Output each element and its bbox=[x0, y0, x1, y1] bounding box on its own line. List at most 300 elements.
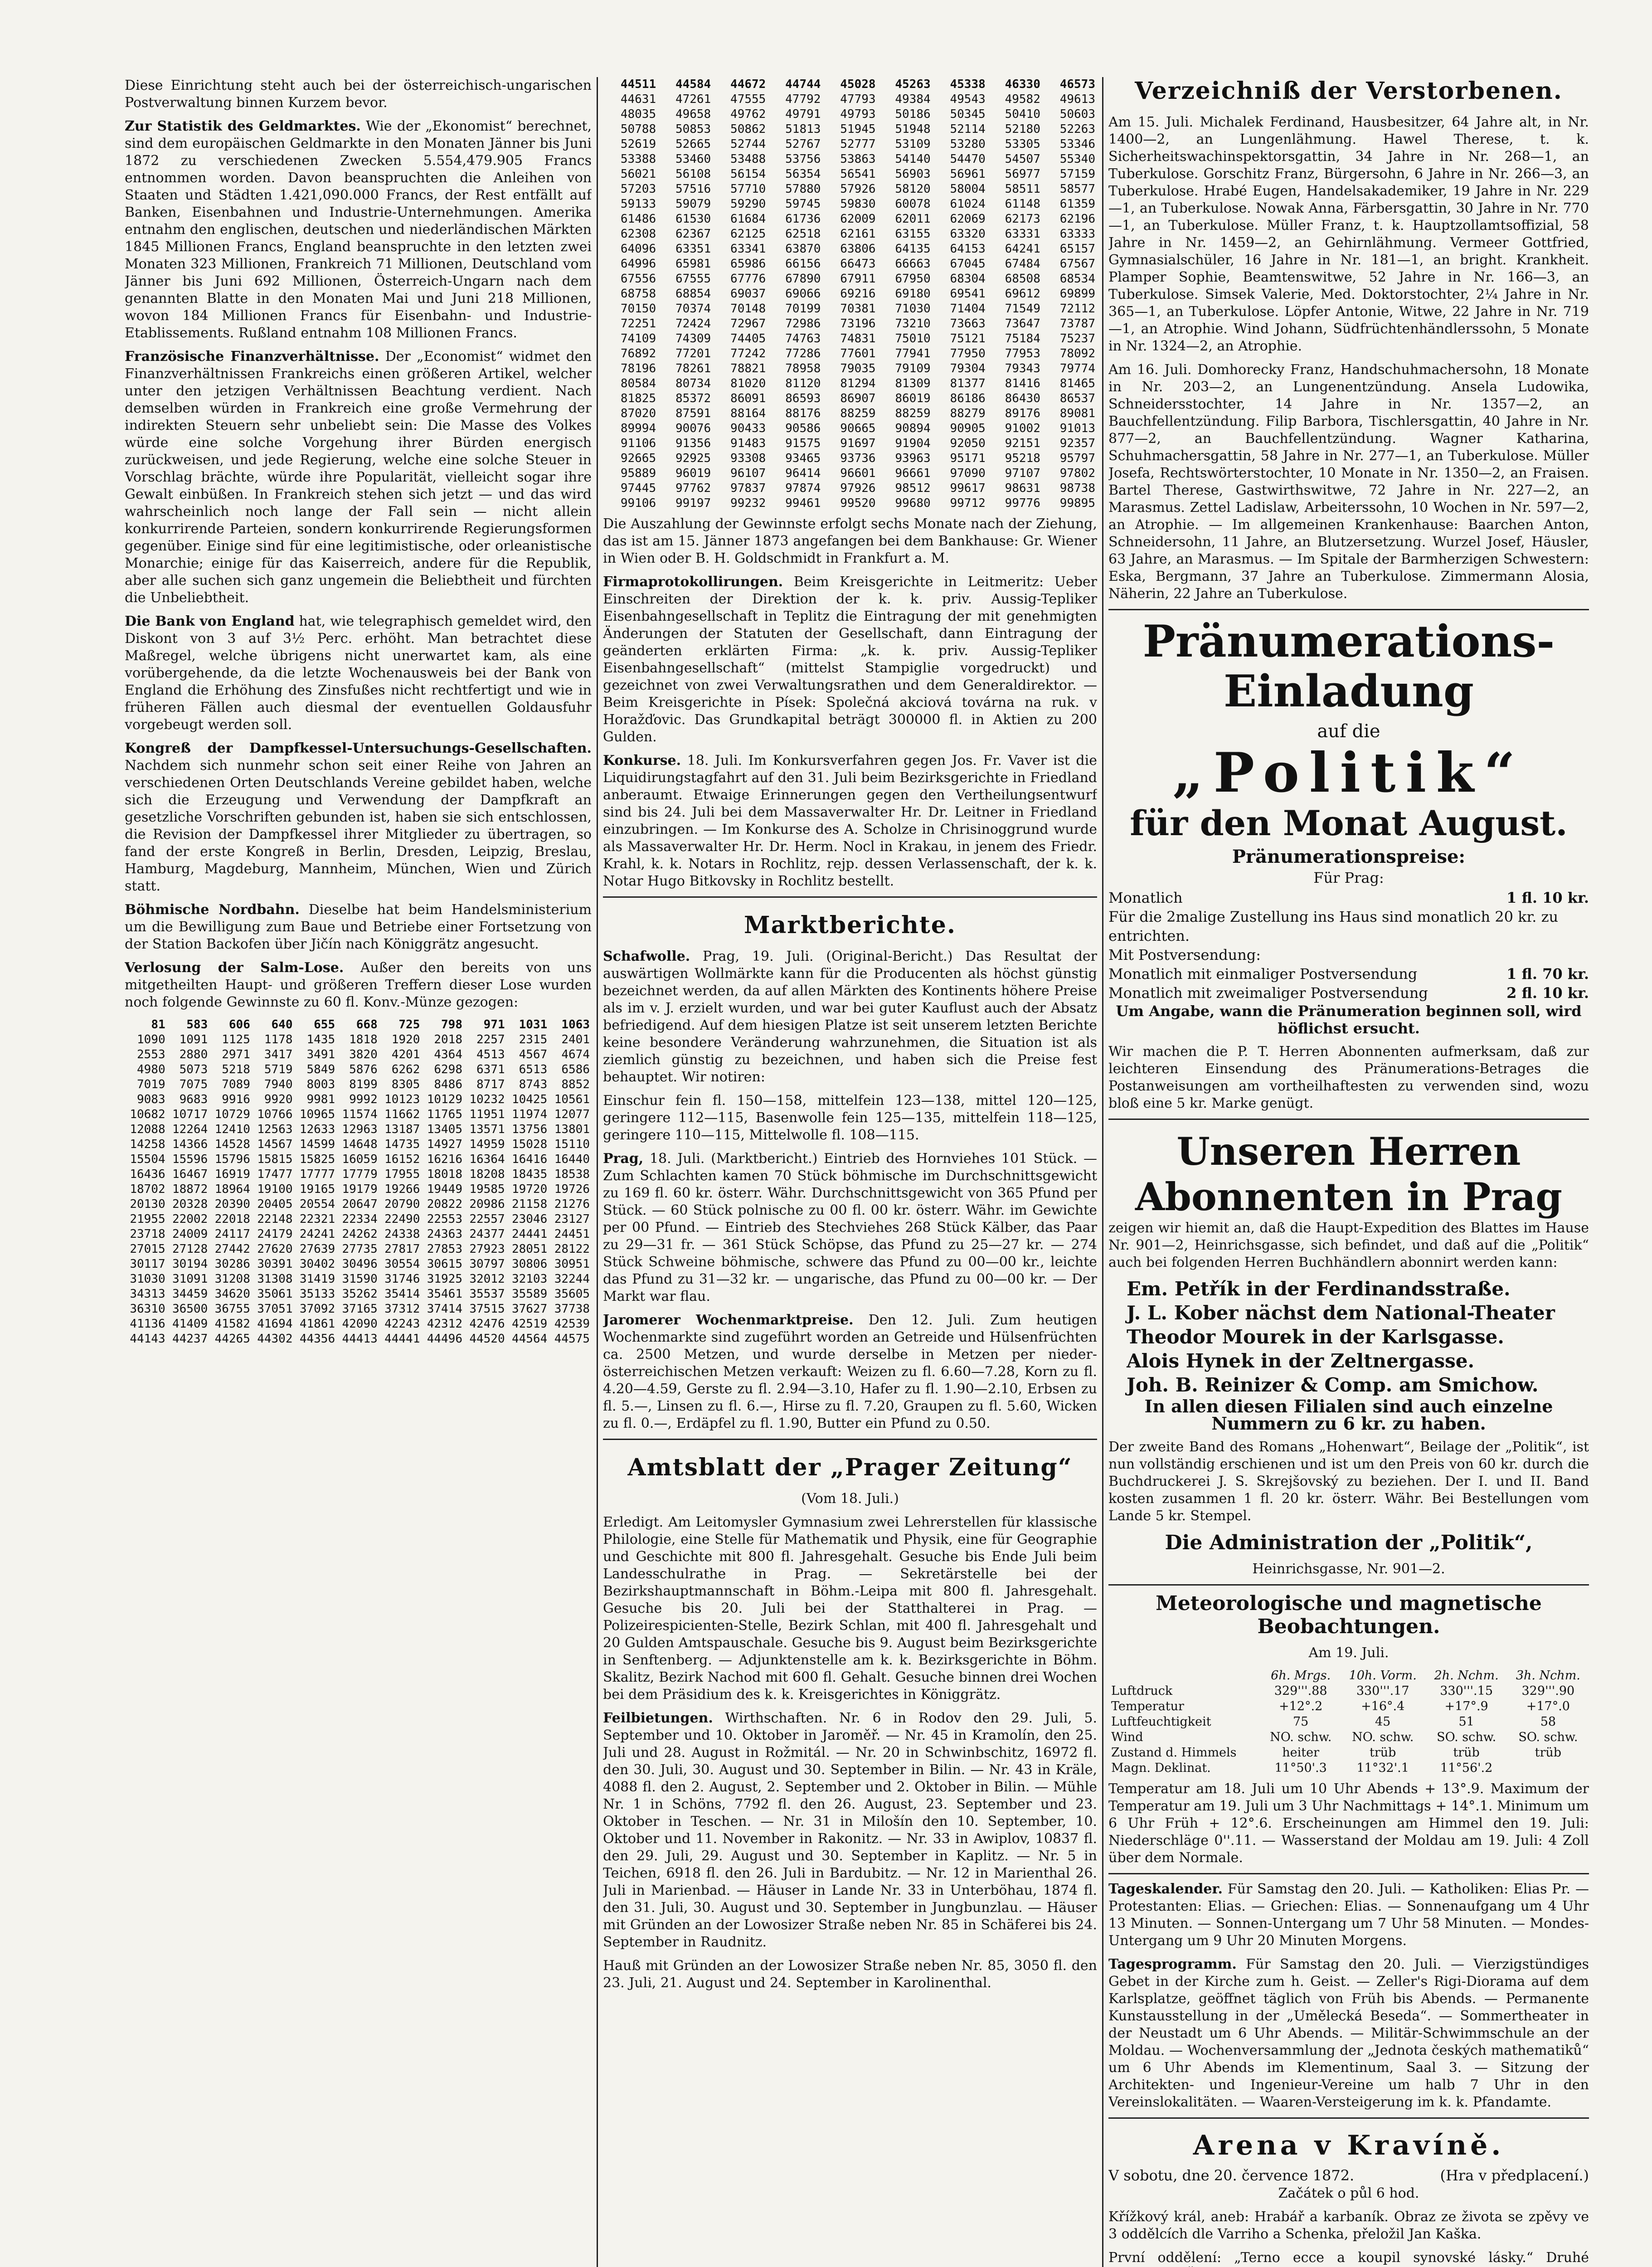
lottery-number: 20405 bbox=[257, 1197, 293, 1211]
lottery-number: 91002 bbox=[1005, 422, 1040, 435]
lottery-number: 50788 bbox=[620, 122, 656, 136]
meteo-cell: Magn. Deklinat. bbox=[1111, 1761, 1211, 1775]
lottery-number: 44143 bbox=[130, 1332, 165, 1346]
lottery-number: 96661 bbox=[895, 467, 931, 480]
lottery-number: 67890 bbox=[785, 272, 821, 286]
article-heading: Die Bank von England bbox=[125, 613, 295, 629]
lottery-number: 42090 bbox=[342, 1317, 378, 1331]
number-row bbox=[603, 466, 1097, 481]
lottery-number: 20647 bbox=[342, 1197, 378, 1211]
lottery-number: 22002 bbox=[172, 1212, 208, 1226]
meteo-cell: trüb bbox=[1369, 1746, 1396, 1760]
death-list: Am 15. Juli. Michalek Ferdinand, Hausbesitzer, 64 Jahre alt, in Nr. 1400—2, an Lungenlähmung. Hawel Therese, t. k. Sicherheitswachinspektorsgattin, 34 Jahre in Nr. 268—1, an Tuberkulose. Gorschitz Franz, Bürgersohn, 6 Jahre in Nr. 266—3, an Tuberkulose. Hrabé Eugen, Handelsakademiker, 19 Jahre in Nr. 229—1, an Tuberkulose. Nowak Anna, Färbersgattin, 30 Jahre in Nr. 770—1, an Tuberkulose. Müller Franz, t. k. Hauptzollamtsoffizial, 58 Jahre in Nr. 1459—2, an Gehirnlähmung. Vermeer Gottfried, Gymnasialschüler, 16 Jahre in Nr. 181—1, an bright. Krankheit. Plamper Sophie, Beamtenswitwe, 52 Jahre in Nr. 166—3, an Tuberkulose. Simsek Valerie, Med. Doktorstochter, 2¼ Jahre in Nr. 365—1, an Tuberkulose. Löpfer Antonie, Witwe, 22 Jahre in Nr. 719—1, an Atrophie. Wind Johann, Südfrüchtenhändlerssohn, 5 Monate in Nr. 1324—2, an Atrophie. bbox=[1108, 114, 1589, 354]
lottery-number: 53109 bbox=[895, 137, 931, 151]
lottery-number: 63341 bbox=[730, 242, 766, 256]
article-heading: Kongreß der Dampfkessel-Untersuchungs-Gesellschaften. bbox=[125, 740, 592, 756]
lottery-number: 50186 bbox=[895, 107, 931, 121]
lottery-number: 7089 bbox=[222, 1078, 250, 1091]
subscription-auf: auf die bbox=[1317, 721, 1380, 742]
lottery-number: 86593 bbox=[785, 392, 821, 405]
lottery-number: 64096 bbox=[620, 242, 656, 256]
lottery-number: 53460 bbox=[675, 152, 711, 166]
lottery-number: 96414 bbox=[785, 467, 821, 480]
lottery-number: 41694 bbox=[257, 1317, 293, 1331]
lottery-number: 77201 bbox=[675, 347, 711, 360]
outlet-item: Joh. B. Reinizer & Comp. am Smichow. bbox=[1127, 1374, 1539, 1396]
subscription-note-2: Wir machen die P. T. Herren Abonnenten aufmerksam, daß zur leichteren Einsendung des Pränumerations-Betrages die Postanweisungen am vortheilhaftesten zu verwenden sind, wozu bloß eine 5 kr. Marke genügt. bbox=[1108, 1044, 1589, 1111]
lottery-number: 52180 bbox=[1005, 122, 1040, 136]
lottery-number: 61530 bbox=[675, 212, 711, 226]
lottery-number: 73787 bbox=[1059, 317, 1095, 331]
meteo-cell bbox=[1507, 1761, 1589, 1776]
lottery-number: 49384 bbox=[895, 92, 931, 106]
article-body: Dieselbe hat beim Handelsministerium um die Bewilligung zum Baue und Betriebe einer Fortsetzung von der Station Backofen über Jičín nach Königgrätz angesucht. bbox=[125, 902, 592, 952]
lottery-number: 62011 bbox=[895, 212, 931, 226]
lottery-number: 11974 bbox=[511, 1108, 548, 1121]
lottery-number: 16059 bbox=[342, 1153, 378, 1166]
lottery-number: 14959 bbox=[469, 1138, 505, 1151]
lottery-number: 63320 bbox=[950, 227, 986, 241]
lottery-number: 64241 bbox=[1005, 242, 1040, 256]
article-feilbietungen bbox=[603, 1710, 1097, 1951]
lottery-number: 88259 bbox=[840, 407, 876, 420]
article-firma bbox=[603, 574, 1097, 746]
lottery-number: 63870 bbox=[785, 242, 821, 256]
lottery-number: 73196 bbox=[840, 317, 876, 331]
lottery-number: 27128 bbox=[172, 1242, 208, 1256]
meteo-row bbox=[1108, 1730, 1589, 1745]
lottery-number: 98738 bbox=[1059, 482, 1095, 495]
lottery-number: 28051 bbox=[511, 1242, 548, 1256]
lottery-number: 53305 bbox=[1005, 137, 1040, 151]
lottery-number: 1090 bbox=[137, 1033, 165, 1046]
lottery-number: 35414 bbox=[384, 1287, 420, 1301]
article-heading: Konkurse. bbox=[603, 753, 681, 769]
price-label: Monatlich mit zweimaliger Postversendung bbox=[1108, 984, 1428, 1002]
lottery-number: 68508 bbox=[1005, 272, 1040, 286]
lottery-number: 971 bbox=[483, 1018, 505, 1031]
number-row bbox=[603, 391, 1097, 406]
article-heading: Tagesprogramm. bbox=[1108, 1956, 1237, 1972]
lottery-number: 72986 bbox=[785, 317, 821, 331]
lottery-number: 89176 bbox=[1005, 407, 1040, 420]
lottery-number: 9683 bbox=[179, 1093, 208, 1106]
filialen-note: In allen diesen Filialen sind auch einzelne Nummern zu 6 kr. zu haben. bbox=[1144, 1396, 1553, 1434]
price-row bbox=[1108, 964, 1589, 983]
meteo-header-cell: 6h. Mrgs. bbox=[1271, 1669, 1331, 1683]
lottery-number: 53388 bbox=[620, 152, 656, 166]
lottery-number: 59133 bbox=[620, 197, 656, 211]
number-row bbox=[603, 481, 1097, 496]
lottery-number: 4567 bbox=[519, 1048, 548, 1061]
lottery-number: 97090 bbox=[950, 467, 986, 480]
lottery-number: 52767 bbox=[785, 137, 821, 151]
lottery-number: 44744 bbox=[785, 78, 821, 91]
lottery-number: 44356 bbox=[299, 1332, 335, 1346]
lottery-number: 46330 bbox=[1005, 78, 1040, 91]
lottery-number: 91697 bbox=[840, 437, 876, 450]
lottery-number: 90433 bbox=[730, 422, 766, 435]
lottery-number: 2018 bbox=[434, 1033, 462, 1046]
number-row bbox=[125, 1197, 592, 1212]
meteo-cell: 45 bbox=[1375, 1715, 1391, 1729]
lottery-number: 70148 bbox=[730, 302, 766, 316]
lottery-number: 66473 bbox=[840, 257, 876, 271]
article-heading: Schafwolle. bbox=[603, 949, 690, 964]
lottery-number: 86537 bbox=[1059, 392, 1095, 405]
lottery-number: 24377 bbox=[469, 1227, 505, 1241]
lottery-number: 19266 bbox=[384, 1182, 420, 1196]
lottery-number: 79343 bbox=[1005, 362, 1040, 375]
lottery-number: 36500 bbox=[172, 1302, 208, 1316]
lottery-number: 78821 bbox=[730, 362, 766, 375]
column-divider bbox=[1102, 77, 1103, 2267]
meteo-cell: +17°.0 bbox=[1526, 1699, 1570, 1713]
lottery-number: 73210 bbox=[895, 317, 931, 331]
article-body: Nachdem sich nunmehr schon seit einer Reihe von Jahren an verschiedenen Orten Deutschlands Vereine gebildet haben, welche sich die Erzeugung und Verwendung der Dampfkraft an gesetzliche Vorschriften gebunden ist, haben sie sich entschlossen, die Revision der Dampfkessel ihrer Mitglieder zu übertragen, so fand der erste Kongreß in Berlin, Dresden, Leipzig, Breslau, Hamburg, Magdeburg, Mannheim, München, Wien und Zürich statt. bbox=[125, 758, 592, 894]
number-row bbox=[125, 1302, 592, 1317]
lottery-number: 22321 bbox=[299, 1212, 335, 1226]
lottery-number: 65986 bbox=[730, 257, 766, 271]
meteo-row bbox=[1108, 1745, 1589, 1761]
price-list: Einschur fein fl. 150—158, mittelfein 123—138, mittel 120—125, geringere 112—115, Basenwolle fein 125—135, mittelfein 118—125, geringere 110—115, Mittelwolle fl. 108—115. bbox=[603, 1093, 1097, 1143]
article-footer: Hauß mit Gründen an der Lowosizer Straße neben Nr. 85, 3050 fl. den 23. Juli, 21. August und 24. September in Karolinenthal. bbox=[603, 1958, 1097, 1991]
lottery-number: 4513 bbox=[476, 1048, 505, 1061]
lottery-number: 10425 bbox=[511, 1093, 548, 1106]
lottery-number: 74405 bbox=[730, 332, 766, 345]
lottery-number: 89994 bbox=[620, 422, 656, 435]
lottery-number: 63333 bbox=[1059, 227, 1095, 241]
lottery-number: 3820 bbox=[349, 1048, 378, 1061]
lottery-number: 88164 bbox=[730, 407, 766, 420]
column-middle bbox=[603, 77, 1097, 2267]
number-row bbox=[125, 1257, 592, 1272]
meteo-row bbox=[1108, 1699, 1589, 1714]
lottery-number: 50853 bbox=[675, 122, 711, 136]
lottery-number: 27853 bbox=[427, 1242, 462, 1256]
lottery-number: 18872 bbox=[172, 1182, 208, 1196]
meteo-cell: Zustand d. Himmels bbox=[1111, 1746, 1237, 1760]
article-tagesprogramm bbox=[1108, 1956, 1589, 2111]
article-heading: Verlosung der Salm-Lose. bbox=[125, 960, 344, 976]
lottery-number: 52777 bbox=[840, 137, 876, 151]
number-row bbox=[603, 376, 1097, 391]
lottery-number: 75010 bbox=[895, 332, 931, 345]
meteo-cell: 329'''.88 bbox=[1274, 1684, 1327, 1698]
number-row bbox=[603, 346, 1097, 361]
lottery-number: 57880 bbox=[785, 182, 821, 196]
meteo-header-cell: 2h. Nchm. bbox=[1434, 1669, 1499, 1683]
section-title: Amtsblatt der „Prager Zeitung“ bbox=[627, 1454, 1073, 1481]
article-schafwolle bbox=[603, 948, 1097, 1086]
lottery-number: 16216 bbox=[427, 1153, 462, 1166]
lottery-number: 67911 bbox=[840, 272, 876, 286]
section-rule bbox=[603, 896, 1097, 898]
article-body: Prag, 19. Juli. (Original-Bericht.) Das Resultat der auswärtigen Wollmärkte kann für die Producenten als höchst günstig bezeichnet werden, da auf allen Märkten des Kontinents höhere Preise als im v. J. erzielt wurden, und war bei guter Kauflust auch der Absatz befriedigend. Auf dem hiesigen Platze ist seit unserem letzten Berichte keine besondere Veränderung wahrzunehmen, die Situation ist als ziemlich günstig zu bezeichnen, und haben sich die Preise fest behauptet. Wir notiren: bbox=[603, 949, 1097, 1085]
lottery-number: 54470 bbox=[950, 152, 986, 166]
number-row bbox=[125, 1047, 592, 1062]
lottery-number: 9083 bbox=[137, 1093, 165, 1106]
number-row bbox=[603, 406, 1097, 421]
outlet-item: J. L. Kober nächst dem National-Theater bbox=[1127, 1302, 1555, 1324]
lottery-number: 19585 bbox=[469, 1182, 505, 1196]
lottery-number: 61024 bbox=[950, 197, 986, 211]
lottery-number: 30194 bbox=[172, 1257, 208, 1271]
lottery-number: 91013 bbox=[1059, 422, 1095, 435]
meteo-cell: 51 bbox=[1458, 1715, 1474, 1729]
lottery-number: 14258 bbox=[130, 1138, 165, 1151]
lottery-number: 32012 bbox=[469, 1272, 505, 1286]
lottery-number: 13405 bbox=[427, 1123, 462, 1136]
price-label: Monatlich mit einmaliger Postversendung bbox=[1108, 965, 1418, 983]
lottery-number: 50410 bbox=[1005, 107, 1040, 121]
lottery-number: 14927 bbox=[427, 1138, 462, 1151]
lottery-number: 69899 bbox=[1059, 287, 1095, 301]
lottery-number: 97445 bbox=[620, 482, 656, 495]
lottery-number: 22553 bbox=[427, 1212, 462, 1226]
lottery-number: 10129 bbox=[427, 1093, 462, 1106]
lottery-number: 24009 bbox=[172, 1227, 208, 1241]
lottery-number: 74831 bbox=[840, 332, 876, 345]
number-row bbox=[125, 1227, 592, 1242]
lottery-number: 20790 bbox=[384, 1197, 420, 1211]
lottery-number: 81294 bbox=[840, 377, 876, 390]
lottery-number: 63806 bbox=[840, 242, 876, 256]
section-title: Marktberichte. bbox=[744, 911, 956, 939]
number-row bbox=[603, 92, 1097, 107]
lottery-number: 68534 bbox=[1059, 272, 1095, 286]
number-row bbox=[603, 122, 1097, 137]
lottery-number: 99461 bbox=[785, 496, 821, 510]
lottery-number: 61148 bbox=[1005, 197, 1040, 211]
lottery-number: 77601 bbox=[840, 347, 876, 360]
lottery-number: 79304 bbox=[950, 362, 986, 375]
lottery-number: 81020 bbox=[730, 377, 766, 390]
lottery-number: 5719 bbox=[264, 1063, 293, 1076]
meteo-cell: 329'''.90 bbox=[1521, 1684, 1575, 1698]
lottery-number: 13187 bbox=[384, 1123, 420, 1136]
lottery-number: 35537 bbox=[469, 1287, 505, 1301]
subscribers-body: zeigen wir hiemit an, daß die Haupt-Expedition des Blattes im Hause Nr. 901—2, Heinrichsgasse, sich befindet, und daß auf die „Politik“ auch bei folgenden Herren Buchhändlern abonnirt werden kann: bbox=[1108, 1220, 1589, 1270]
lottery-number: 24179 bbox=[257, 1227, 293, 1241]
lottery-number: 65157 bbox=[1059, 242, 1095, 256]
meteo-cell: 58 bbox=[1540, 1715, 1556, 1729]
lottery-number: 12410 bbox=[214, 1123, 250, 1136]
lottery-number: 31208 bbox=[214, 1272, 250, 1286]
lottery-number: 72424 bbox=[675, 317, 711, 331]
number-row bbox=[125, 1182, 592, 1197]
lottery-number: 44265 bbox=[214, 1332, 250, 1346]
lottery-number: 99895 bbox=[1059, 496, 1095, 510]
lottery-number: 51945 bbox=[840, 122, 876, 136]
lottery-number: 30806 bbox=[511, 1257, 548, 1271]
outlet-item: Em. Petřík in der Ferdinandsstraße. bbox=[1127, 1278, 1511, 1300]
price-label: Monatlich bbox=[1108, 889, 1183, 906]
number-row bbox=[603, 302, 1097, 316]
number-row bbox=[603, 197, 1097, 212]
lottery-number: 37312 bbox=[384, 1302, 420, 1316]
lottery-number: 96601 bbox=[840, 467, 876, 480]
lottery-number: 67567 bbox=[1059, 257, 1095, 271]
lottery-number: 70199 bbox=[785, 302, 821, 316]
lottery-number: 74309 bbox=[675, 332, 711, 345]
lottery-number: 44413 bbox=[342, 1332, 378, 1346]
lottery-number: 24338 bbox=[384, 1227, 420, 1241]
lottery-number: 34620 bbox=[214, 1287, 250, 1301]
lottery-number: 59745 bbox=[785, 197, 821, 211]
lottery-number: 606 bbox=[228, 1018, 250, 1031]
lottery-number: 81825 bbox=[620, 392, 656, 405]
lottery-number: 18435 bbox=[511, 1168, 548, 1181]
lottery-number: 75184 bbox=[1005, 332, 1040, 345]
lottery-number: 72112 bbox=[1059, 302, 1095, 316]
lottery-number: 19720 bbox=[511, 1182, 548, 1196]
number-row bbox=[603, 227, 1097, 242]
lottery-number: 24363 bbox=[427, 1227, 462, 1241]
lottery-number: 52665 bbox=[675, 137, 711, 151]
meteo-row bbox=[1108, 1714, 1589, 1730]
lottery-number: 19179 bbox=[342, 1182, 378, 1196]
lottery-number: 18018 bbox=[427, 1168, 462, 1181]
lottery-number: 23046 bbox=[511, 1212, 548, 1226]
number-row bbox=[603, 361, 1097, 376]
lottery-number: 9992 bbox=[349, 1093, 378, 1106]
lottery-number: 72967 bbox=[730, 317, 766, 331]
lottery-number: 91356 bbox=[675, 437, 711, 450]
lottery-number: 65981 bbox=[675, 257, 711, 271]
meteo-cell: Luftfeuchtigkeit bbox=[1111, 1715, 1211, 1729]
lottery-number: 1818 bbox=[349, 1033, 378, 1046]
lottery-number: 42539 bbox=[554, 1317, 590, 1331]
lottery-number: 35461 bbox=[427, 1287, 462, 1301]
lottery-number: 57203 bbox=[620, 182, 656, 196]
lottery-number-table bbox=[125, 1017, 592, 1347]
lottery-number: 27639 bbox=[299, 1242, 335, 1256]
lottery-number: 4201 bbox=[391, 1048, 420, 1061]
article-heading: Tageskalender. bbox=[1108, 1881, 1223, 1897]
lottery-number: 6371 bbox=[476, 1063, 505, 1076]
lottery-number: 2971 bbox=[222, 1048, 250, 1061]
lottery-number: 64996 bbox=[620, 257, 656, 271]
lottery-number: 2553 bbox=[137, 1048, 165, 1061]
roman-note: Der zweite Band des Romans „Hohenwart“, Beilage der „Politik“, ist nun vollständig erschienen und ist um den Preis von 60 kr. durch die Buchdruckerei J. S. Skrejšovský zu beziehen. Der I. und II. Band kosten zusammen 1 fl. 20 kr. österr. Währ. Bei Bestellungen vom Lande 5 kr. Stempel. bbox=[1108, 1439, 1589, 1524]
lottery-number: 79109 bbox=[895, 362, 931, 375]
lottery-number: 98631 bbox=[1005, 482, 1040, 495]
lottery-number: 81 bbox=[151, 1018, 165, 1031]
lottery-number: 27817 bbox=[384, 1242, 420, 1256]
lottery-number: 1091 bbox=[179, 1033, 208, 1046]
lottery-number: 21276 bbox=[554, 1197, 590, 1211]
lottery-number: 5849 bbox=[306, 1063, 335, 1076]
lottery-number-table bbox=[603, 77, 1097, 511]
arena-parts: První oddělení: „Terno ecce a koupil synovské lásky.“ Druhé bbox=[1108, 2250, 1589, 2266]
death-list: Am 16. Juli. Domhorecky Franz, Handschuhmachersohn, 18 Monate in Nr. 203—2, an Lungenentzündung. Ansela Ludowika, Schneidersstochter, 14 Jahre in Nr. 1357—2, an Bauchfellentzündung. Filip Barbora, Tischlersgattin, 40 Jahre in Nr. 877—2, an Bauchfellentzündung. Wagner Katharina, Schuhmachersgattin, 58 Jahre in Nr. 277—1, an Tuberkulose. Müller Josefa, Rechtswörterstochter, 10 Monate in Nr. 1350—2, an Fraisen. Bartel Therese, Gastwirthswitwe, 72 Jahre in Nr. 227—2, an Marasmus. Zettel Ladislaw, Arbeiterssohn, 10 Wochen in Nr. 597—2, an Atrophie. — Im allgemeinen Krankenhause: Baarchen Anton, Schneidersohn, 11 Jahre, an Blutzersetzung. Wurzel Josef, Häusler, 63 Jahre, an Marasmus. — Im Spitale der Barmherzigen Schwestern: Eska, Bergmann, 37 Jahre an Tuberkulose. Zimmermann Alosia, Näherin, 22 Jahre an Tuberkulose. bbox=[1108, 362, 1589, 602]
number-row bbox=[125, 1332, 592, 1347]
lottery-number: 99617 bbox=[950, 482, 986, 495]
lottery-number: 92357 bbox=[1059, 437, 1095, 450]
meteo-cell: 330'''.17 bbox=[1356, 1684, 1409, 1698]
article-heading: Französische Finanzverhältnisse. bbox=[125, 349, 379, 365]
lottery-number: 6262 bbox=[391, 1063, 420, 1076]
lottery-number: 8743 bbox=[519, 1078, 548, 1091]
lottery-number: 67045 bbox=[950, 257, 986, 271]
lottery-number: 64135 bbox=[895, 242, 931, 256]
lottery-number: 725 bbox=[398, 1018, 420, 1031]
lottery-number: 8003 bbox=[306, 1078, 335, 1091]
lottery-number: 61684 bbox=[730, 212, 766, 226]
lottery-number: 70374 bbox=[675, 302, 711, 316]
lottery-number: 97926 bbox=[840, 482, 876, 495]
lottery-number: 9916 bbox=[222, 1093, 250, 1106]
number-row bbox=[603, 272, 1097, 287]
lottery-number: 67950 bbox=[895, 272, 931, 286]
lottery-number: 15796 bbox=[214, 1153, 250, 1166]
lottery-number: 5073 bbox=[179, 1063, 208, 1076]
lottery-number: 66156 bbox=[785, 257, 821, 271]
lottery-number: 63331 bbox=[1005, 227, 1040, 241]
lottery-number: 28122 bbox=[554, 1242, 590, 1256]
number-row bbox=[125, 1287, 592, 1302]
subscription-title: Pränumerations-Einladung bbox=[1142, 616, 1555, 717]
lottery-number: 97837 bbox=[730, 482, 766, 495]
lottery-number: 53280 bbox=[950, 137, 986, 151]
lottery-number: 89081 bbox=[1059, 407, 1095, 420]
lottery-number: 640 bbox=[271, 1018, 293, 1031]
lottery-number: 10232 bbox=[469, 1093, 505, 1106]
lottery-number: 13756 bbox=[511, 1123, 548, 1136]
article-heading: Feilbietungen. bbox=[603, 1710, 713, 1726]
lottery-number: 37414 bbox=[427, 1302, 462, 1316]
lottery-number: 16440 bbox=[554, 1153, 590, 1166]
lottery-number: 14648 bbox=[342, 1138, 378, 1151]
lottery-number: 61359 bbox=[1059, 197, 1095, 211]
lottery-number: 92925 bbox=[675, 452, 711, 465]
lottery-number: 36755 bbox=[214, 1302, 250, 1316]
lottery-number: 655 bbox=[314, 1018, 335, 1031]
price-value: 1 fl. 10 kr. bbox=[1506, 889, 1589, 906]
lottery-number: 16364 bbox=[469, 1153, 505, 1166]
lottery-number: 97762 bbox=[675, 482, 711, 495]
number-row bbox=[603, 167, 1097, 182]
price-value: 2 fl. 10 kr. bbox=[1506, 984, 1589, 1002]
lottery-number: 22018 bbox=[214, 1212, 250, 1226]
lottery-number: 50603 bbox=[1059, 107, 1095, 121]
article-body: Den 12. Juli. Zum heutigen Wochenmarkte sind zugeführt worden an Getreide und Hülsenfrüchten ca. 2500 Metzen, und wurde derselbe in Metzen per nieder-österreichischen Metzen verkauft: Weizen zu fl. 6.60—7.28, Korn zu fl. 4.20—4.59, Gerste zu fl. 2.94—3.10, Hafer zu fl. 1.90—2.10, Erbsen zu fl. 5.—, Linsen zu fl. 6.—, Hirse zu fl. 7.20, Graupen zu fl. 5.60, Wicken zu fl. 0.—, Erdäpfel zu fl. 1.90, Butter ein Pfund zu 0.50. bbox=[603, 1312, 1097, 1431]
lottery-number: 49791 bbox=[785, 107, 821, 121]
lottery-number: 53756 bbox=[785, 152, 821, 166]
lottery-number: 30117 bbox=[130, 1257, 165, 1271]
lottery-number: 56021 bbox=[620, 167, 656, 181]
lottery-number: 99520 bbox=[840, 496, 876, 510]
article-body: hat, wie telegraphisch gemeldet wird, den Diskont von 3 auf 3½ Perc. erhöht. Man betrachtet diese Maßregel, welche übrigens nicht unerwartet kam, als eine vorübergehende, da die letzte Wochenausweis bei der Bank von England die Erhöhung des Zinsfußes nicht rechtfertigt und wie in früheren Fällen auch diesmal der eventuellen Goldausfuhr vorgebeugt werden soll. bbox=[125, 613, 592, 733]
lottery-number: 47555 bbox=[730, 92, 766, 106]
lottery-number: 74109 bbox=[620, 332, 656, 345]
lottery-number: 19165 bbox=[299, 1182, 335, 1196]
outlet-item: Alois Hynek in der Zeltnergasse. bbox=[1127, 1350, 1475, 1372]
lottery-number: 52263 bbox=[1059, 122, 1095, 136]
lottery-number: 63351 bbox=[675, 242, 711, 256]
lottery-number: 1435 bbox=[306, 1033, 335, 1046]
lottery-number: 78958 bbox=[785, 362, 821, 375]
lottery-number: 41409 bbox=[172, 1317, 208, 1331]
lottery-number: 53346 bbox=[1059, 137, 1095, 151]
lottery-number: 19726 bbox=[554, 1182, 590, 1196]
article-kongress bbox=[125, 740, 592, 895]
lottery-number: 1063 bbox=[561, 1018, 590, 1031]
lottery-number: 11951 bbox=[469, 1108, 505, 1121]
lottery-number: 45028 bbox=[840, 78, 876, 91]
lottery-number: 15596 bbox=[172, 1153, 208, 1166]
